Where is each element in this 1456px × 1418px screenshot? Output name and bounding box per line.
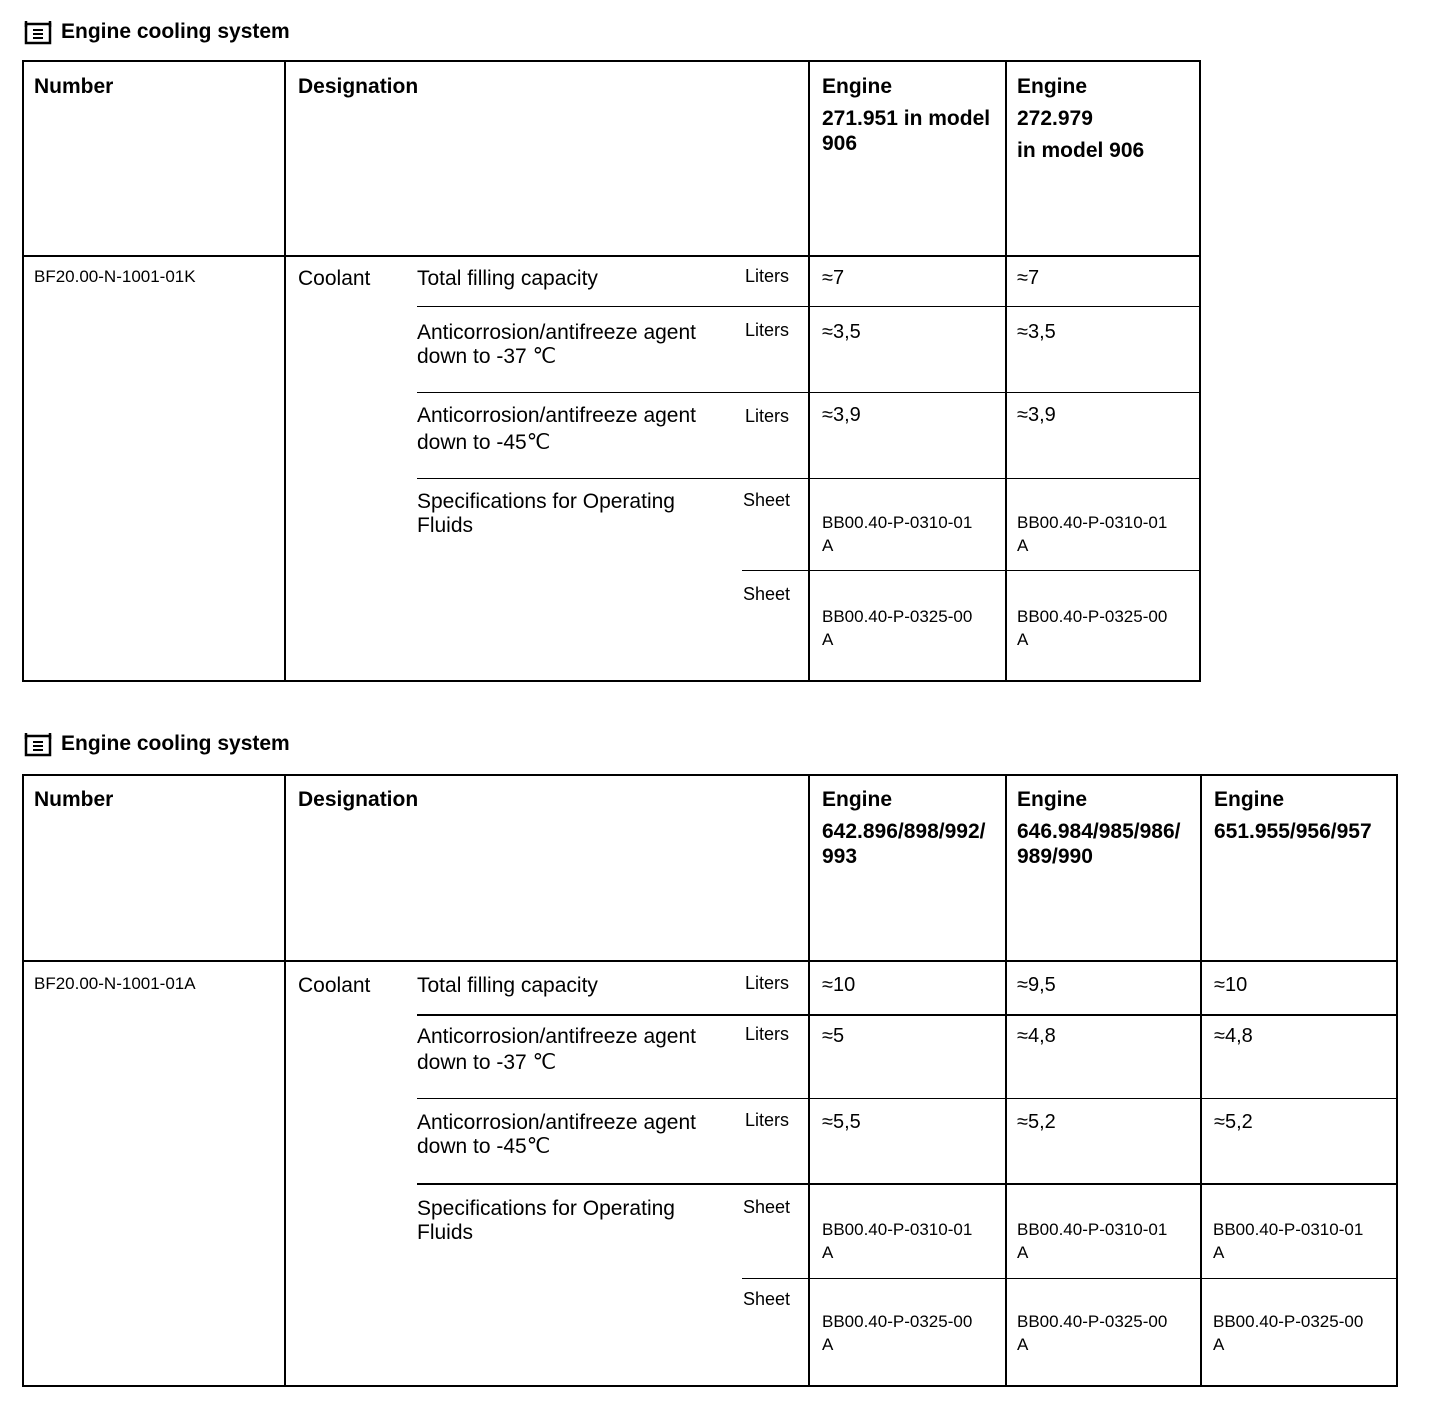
sheet-reference: BB00.40-P-0325-00 A — [1017, 1312, 1168, 1354]
row-unit: Liters — [745, 406, 790, 426]
row-value: ≈5,5 — [822, 1111, 861, 1133]
sheet-reference: BB00.40-P-0325-00 A — [1017, 607, 1168, 649]
row-value: ≈5,2 — [1214, 1111, 1253, 1133]
sheet-reference: BB00.40-P-0310-01 A — [1213, 1220, 1364, 1262]
row-unit: Liters — [745, 973, 790, 993]
sheet-reference: BB00.40-P-0325-00 A — [1213, 1312, 1364, 1354]
number-header: Number — [34, 75, 114, 98]
sheet-reference: BB00.40-P-0325-00 A — [822, 1312, 973, 1354]
row-value: ≈10 — [822, 974, 856, 996]
row-value: ≈7 — [822, 267, 845, 289]
table-icon — [24, 19, 52, 45]
row-unit: Sheet — [743, 490, 791, 510]
row-value: ≈4,8 — [1017, 1025, 1056, 1047]
sheet-reference: BB00.40-P-0325-00 A — [822, 607, 973, 649]
part-number: BF20.00-N-1001-01K — [34, 267, 196, 286]
row-value: ≈5,2 — [1017, 1111, 1056, 1133]
row-value: ≈3,9 — [822, 404, 861, 426]
designation-header: Designation — [298, 75, 419, 98]
row-unit: Sheet — [743, 1197, 791, 1217]
sheet-reference: BB00.40-P-0310-01 A — [822, 1220, 973, 1262]
row-unit: Liters — [745, 320, 790, 340]
row-unit: Sheet — [743, 1289, 791, 1309]
row-description: Anticorrosion/antifreeze agent down to -45℃ — [417, 1111, 696, 1158]
sheet-reference: BB00.40-P-0310-01 A — [822, 513, 973, 555]
spec-table — [22, 60, 1201, 682]
section-title: Engine cooling system — [61, 20, 290, 43]
row-description: Anticorrosion/antifreeze agent down to -37 ℃ — [417, 1025, 696, 1074]
engine-header: Engine 642.896/898/992/ 993 — [822, 788, 986, 868]
table-icon — [24, 731, 52, 757]
row-value: ≈10 — [1214, 974, 1248, 996]
sheet-reference: BB00.40-P-0310-01 A — [1017, 513, 1168, 555]
row-unit: Liters — [745, 1024, 790, 1044]
row-value: ≈9,5 — [1017, 974, 1056, 996]
row-unit: Sheet — [743, 584, 791, 604]
row-description: Specifications for Operating Fluids — [417, 1197, 675, 1244]
row-unit: Liters — [745, 266, 790, 286]
group-label: Coolant — [298, 974, 371, 997]
engine-header: Engine 271.951 in model 906 — [822, 75, 991, 155]
designation-header: Designation — [298, 788, 419, 811]
row-unit: Liters — [745, 1110, 790, 1130]
row-description: Anticorrosion/antifreeze agent down to -37 ℃ — [417, 321, 696, 368]
row-description: Total filling capacity — [417, 974, 598, 997]
row-value: ≈3,9 — [1017, 404, 1056, 426]
number-header: Number — [34, 788, 114, 811]
engine-header: Engine 651.955/956/957 — [1214, 788, 1372, 843]
engine-header: Engine 646.984/985/986/ 989/990 — [1017, 788, 1181, 868]
part-number: BF20.00-N-1001-01A — [34, 974, 196, 993]
row-description: Total filling capacity — [417, 267, 598, 290]
engine-header: Engine 272.979 in model 906 — [1017, 75, 1145, 162]
sheet-reference: BB00.40-P-0310-01 A — [1017, 1220, 1168, 1262]
section-title: Engine cooling system — [61, 732, 290, 755]
group-label: Coolant — [298, 267, 371, 290]
row-value: ≈4,8 — [1214, 1025, 1253, 1047]
row-value: ≈3,5 — [822, 321, 861, 343]
section-heading — [24, 17, 290, 47]
spec-table — [22, 774, 1398, 1387]
row-value: ≈3,5 — [1017, 321, 1056, 343]
row-description: Specifications for Operating Fluids — [417, 490, 675, 537]
row-value: ≈5 — [822, 1025, 845, 1047]
section-heading — [24, 729, 290, 759]
row-value: ≈7 — [1017, 267, 1040, 289]
row-description: Anticorrosion/antifreeze agent down to -45℃ — [417, 404, 696, 454]
